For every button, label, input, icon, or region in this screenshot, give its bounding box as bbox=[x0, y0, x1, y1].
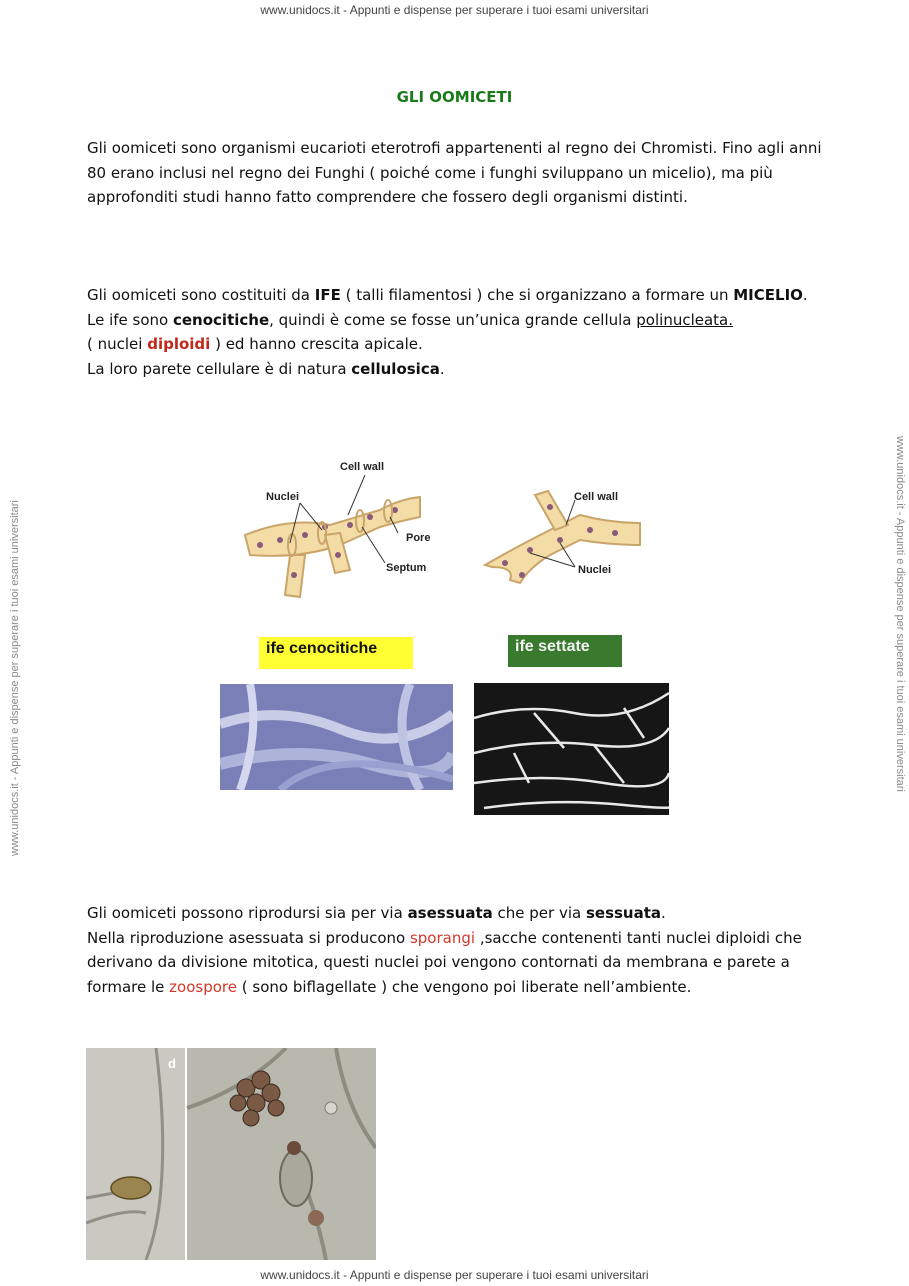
coenocytic-hypha-drawing bbox=[485, 491, 640, 583]
label-nuclei-left: Nuclei bbox=[266, 491, 300, 503]
footer-watermark: www.unidocs.it - Appunti e dispense per superare i tuoi esami universitari bbox=[260, 1268, 649, 1282]
side-watermark-left: www.unidocs.it - Appunti e dispense per superare i tuoi esami universitari bbox=[9, 500, 21, 856]
structure-paragraph: Gli oomiceti sono costituiti da IFE ( talli filamentosi ) che si organizzano a formare un MICELIO. Le ife sono cenocitiche, quindi è come se fosse un’unica grande cellula polinucleata. ( nuclei diploidi ) ed hanno crescita apicale. La loro parete cellulare è di natura cellulosica. bbox=[87, 286, 808, 378]
label-nuclei-right: Nuclei bbox=[578, 564, 612, 576]
sporangia-micrograph bbox=[86, 1048, 376, 1260]
header-watermark: www.unidocs.it - Appunti e dispense per superare i tuoi esami universitari bbox=[260, 3, 649, 17]
label-cell-wall-left: Cell wall bbox=[340, 461, 385, 473]
hyphae-diagram bbox=[230, 455, 650, 605]
micrograph-coenocytic bbox=[220, 684, 453, 790]
tag-ife-cenocitiche: ife cenocitiche bbox=[259, 637, 413, 669]
page-title: GLI OOMICETI bbox=[396, 88, 513, 106]
micrograph-septate bbox=[474, 683, 669, 815]
side-watermark-right: www.unidocs.it - Appunti e dispense per superare i tuoi esami universitari bbox=[894, 436, 906, 792]
label-pore: Pore bbox=[406, 532, 431, 544]
panel-label-d: d bbox=[168, 1056, 176, 1071]
intro-paragraph: Gli oomiceti sono organismi eucarioti eterotrofi appartenenti al regno dei Chromisti. Fino agli anni 80 erano inclusi nel regno dei Funghi ( poiché come i funghi sviluppano un micelio), ma più approfonditi studi hanno fatto comprendere che fossero degli organismi distinti. bbox=[87, 139, 822, 206]
label-septum: Septum bbox=[386, 562, 427, 574]
reproduction-paragraph: Gli oomiceti possono riprodursi sia per via asessuata che per via sessuata. Nella riproduzione asessuata si producono sporangi ,sacche contenenti tanti nuclei diploidi che derivano da divisione mitotica, questi nuclei poi vengono contornati da membrana e parete a formare le zoospore ( sono biflagellate ) che vengono poi liberate nell’ambiente. bbox=[87, 904, 802, 996]
label-cell-wall-right: Cell wall bbox=[574, 491, 619, 503]
tag-ife-settate: ife settate bbox=[508, 635, 622, 667]
